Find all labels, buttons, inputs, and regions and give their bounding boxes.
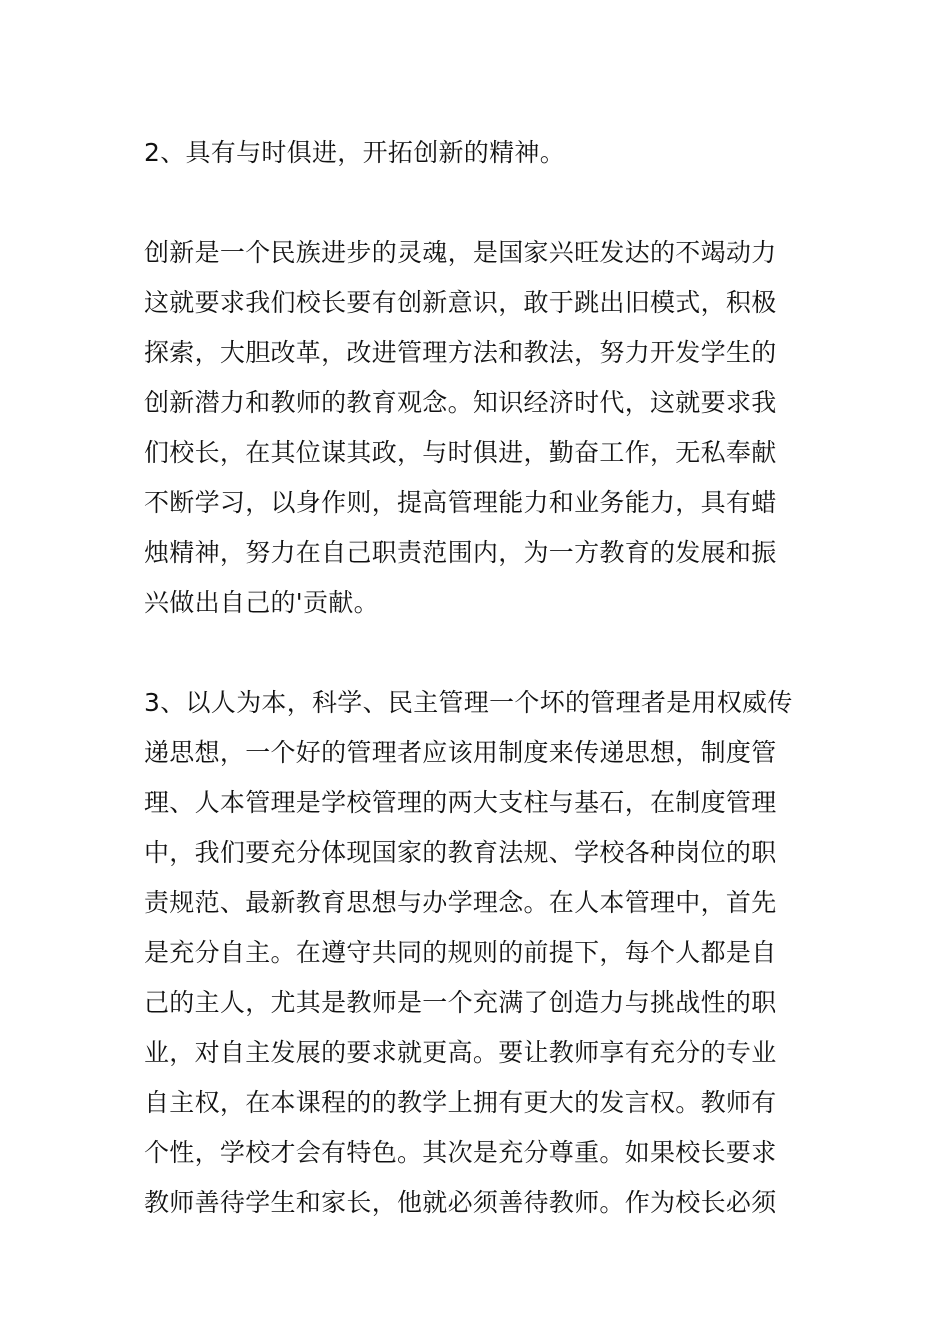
section-heading-2: 2、具有与时俱进，开拓创新的精神。 <box>144 138 566 167</box>
text-line: 这就要求我们校长要有创新意识，敢于跳出旧模式，积极 <box>144 288 777 317</box>
text-line: 3、以人为本，科学、民主管理一个坏的管理者是用权威传 <box>144 688 793 717</box>
paragraph-innovation <box>144 228 808 628</box>
text-line: 责规范、最新教育思想与办学理念。在人本管理中，首先 <box>144 888 777 917</box>
text-line: 理、人本管理是学校管理的两大支柱与基石，在制度管理 <box>144 788 777 817</box>
text-line: 创新潜力和教师的教育观念。知识经济时代，这就要求我 <box>144 388 777 417</box>
text-line: 教师善待学生和家长，他就必须善待教师。作为校长必须 <box>144 1188 777 1217</box>
text-line: 业，对自主发展的要求就更高。要让教师享有充分的专业 <box>144 1038 777 1067</box>
paragraph-gap <box>144 628 808 678</box>
text-line: 己的主人，尤其是教师是一个充满了创造力与挑战性的职 <box>144 988 777 1017</box>
text-line: 中，我们要充分体现国家的教育法规、学校各种岗位的职 <box>144 838 777 867</box>
text-line: 创新是一个民族进步的灵魂，是国家兴旺发达的不竭动力 <box>144 238 777 267</box>
text-line: 探索，大胆改革，改进管理方法和教法，努力开发学生的 <box>144 338 777 367</box>
text-line: 烛精神，努力在自己职责范围内，为一方教育的发展和振 <box>144 538 777 567</box>
text-line: 自主权，在本课程的的教学上拥有更大的发言权。教师有 <box>144 1088 777 1117</box>
text-line: 是充分自主。在遵守共同的规则的前提下，每个人都是自 <box>144 938 777 967</box>
text-line: 兴做出自己的'贡献。 <box>144 588 379 617</box>
document-body <box>144 128 808 1228</box>
text-line: 们校长，在其位谋其政，与时俱进，勤奋工作，无私奉献 <box>144 438 777 467</box>
paragraph-people-oriented <box>144 678 808 1228</box>
text-line: 个性，学校才会有特色。其次是充分尊重。如果校长要求 <box>144 1138 777 1167</box>
text-line: 递思想，一个好的管理者应该用制度来传递思想，制度管 <box>144 738 777 767</box>
text-line: 不断学习，以身作则，提高管理能力和业务能力，具有蜡 <box>144 488 777 517</box>
paragraph-gap <box>144 178 808 228</box>
